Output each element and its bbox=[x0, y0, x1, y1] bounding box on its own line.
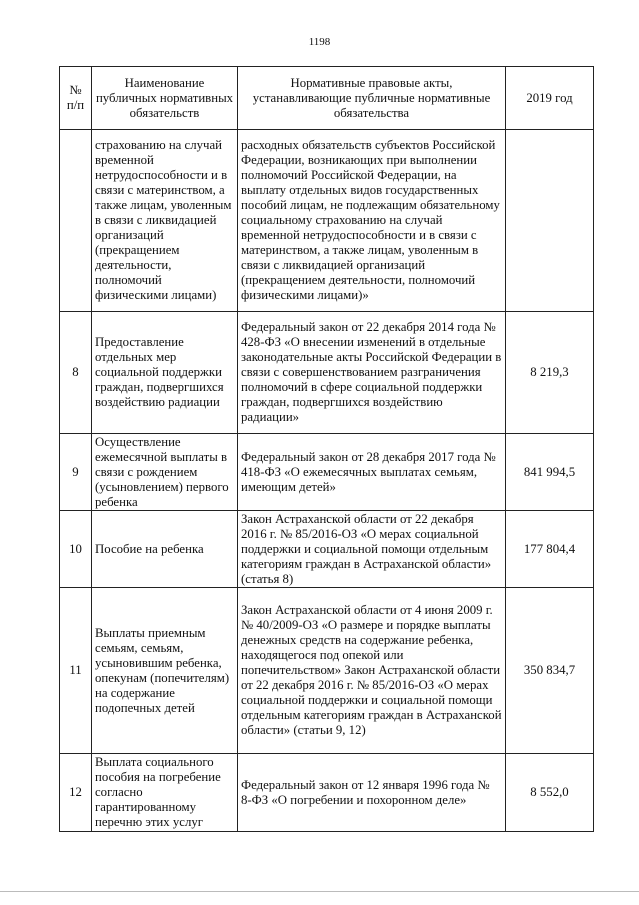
page-bottom-divider bbox=[0, 891, 639, 892]
table-row bbox=[60, 312, 594, 434]
table-header-row bbox=[60, 67, 594, 130]
header-num: № п/п bbox=[60, 67, 92, 130]
row-name: Выплата социального пособия на погребение согласно гарантированному перечню этих услуг bbox=[92, 754, 238, 832]
table-row bbox=[60, 754, 594, 832]
row-num: 10 bbox=[60, 511, 92, 588]
row-name: Осуществление ежемесячной выплаты в связи с рождением (усыновлением) первого ребенка bbox=[92, 434, 238, 511]
row-value: 8 552,0 bbox=[506, 754, 594, 832]
obligations-table bbox=[59, 66, 594, 832]
row-value: 8 219,3 bbox=[506, 312, 594, 434]
row-value: 350 834,7 bbox=[506, 588, 594, 754]
row-acts: Закон Астраханской области от 22 декабря 2016 г. № 85/2016-ОЗ «О мерах социальной поддержки и социальной помощи отдельным категориям граждан в Астраханской области» (статья 8) bbox=[238, 511, 506, 588]
row-name: Выплаты приемным семьям, семьям, усыновившим ребенка, опекунам (попечителям) на содержание подопечных детей bbox=[92, 588, 238, 754]
table-row bbox=[60, 588, 594, 754]
row-name: Пособие на ребенка bbox=[92, 511, 238, 588]
row-name: Предоставление отдельных мер социальной поддержки граждан, подвергшихся воздействию радиации bbox=[92, 312, 238, 434]
row-value: 841 994,5 bbox=[506, 434, 594, 511]
row-acts: Федеральный закон от 28 декабря 2017 года № 418-ФЗ «О ежемесячных выплатах семьям, имеющим детей» bbox=[238, 434, 506, 511]
row-num: 12 bbox=[60, 754, 92, 832]
table-row bbox=[60, 434, 594, 511]
page-number: 1198 bbox=[308, 36, 331, 48]
row-acts: расходных обязательств субъектов Российской Федерации, возникающих при выполнении полномочий Российской Федерации, на выплату отдельных видов государственных пособий лицам, не подлежащим обязательному социальному страхованию на случай временной нетрудоспособности и в связи с материнством, а также лицам, уволенным в связи с ликвидацией организаций (прекращением деятельности, полномочий физическими лицами)» bbox=[238, 130, 506, 312]
row-acts: Федеральный закон от 22 декабря 2014 года № 428-ФЗ «О внесении изменений в отдельные законодательные акты Российской Федерации в связи с совершенствованием разграничения полномочий в сфере социальной поддержки граждан, подвергшихся воздействию радиации» bbox=[238, 312, 506, 434]
row-num: 8 bbox=[60, 312, 92, 434]
row-value bbox=[506, 130, 594, 312]
header-year: 2019 год bbox=[506, 67, 594, 130]
header-acts: Нормативные правовые акты, устанавливающие публичные нормативные обязательства bbox=[238, 67, 506, 130]
table-row bbox=[60, 130, 594, 312]
row-num: 9 bbox=[60, 434, 92, 511]
row-value: 177 804,4 bbox=[506, 511, 594, 588]
row-name: страхованию на случай временной нетрудоспособности и в связи с материнством, а также лицам, уволенным в связи с ликвидацией организаций (прекращением деятельности, полномочий физическими лицами) bbox=[92, 130, 238, 312]
row-num: 11 bbox=[60, 588, 92, 754]
row-num bbox=[60, 130, 92, 312]
header-name: Наименование публичных нормативных обязательств bbox=[92, 67, 238, 130]
table-row bbox=[60, 511, 594, 588]
row-acts: Федеральный закон от 12 января 1996 года № 8-ФЗ «О погребении и похоронном деле» bbox=[238, 754, 506, 832]
row-acts: Закон Астраханской области от 4 июня 2009 г. № 40/2009-ОЗ «О размере и порядке выплаты денежных средств на содержание ребенка, находящегося под опекой или попечительством» Закон Астраханской области от 22 декабря 2016 г. № 85/2016-ОЗ «О мерах социальной поддержки и социальной помощи отдельным категориям граждан в Астраханской области» (статьи 9, 12) bbox=[238, 588, 506, 754]
